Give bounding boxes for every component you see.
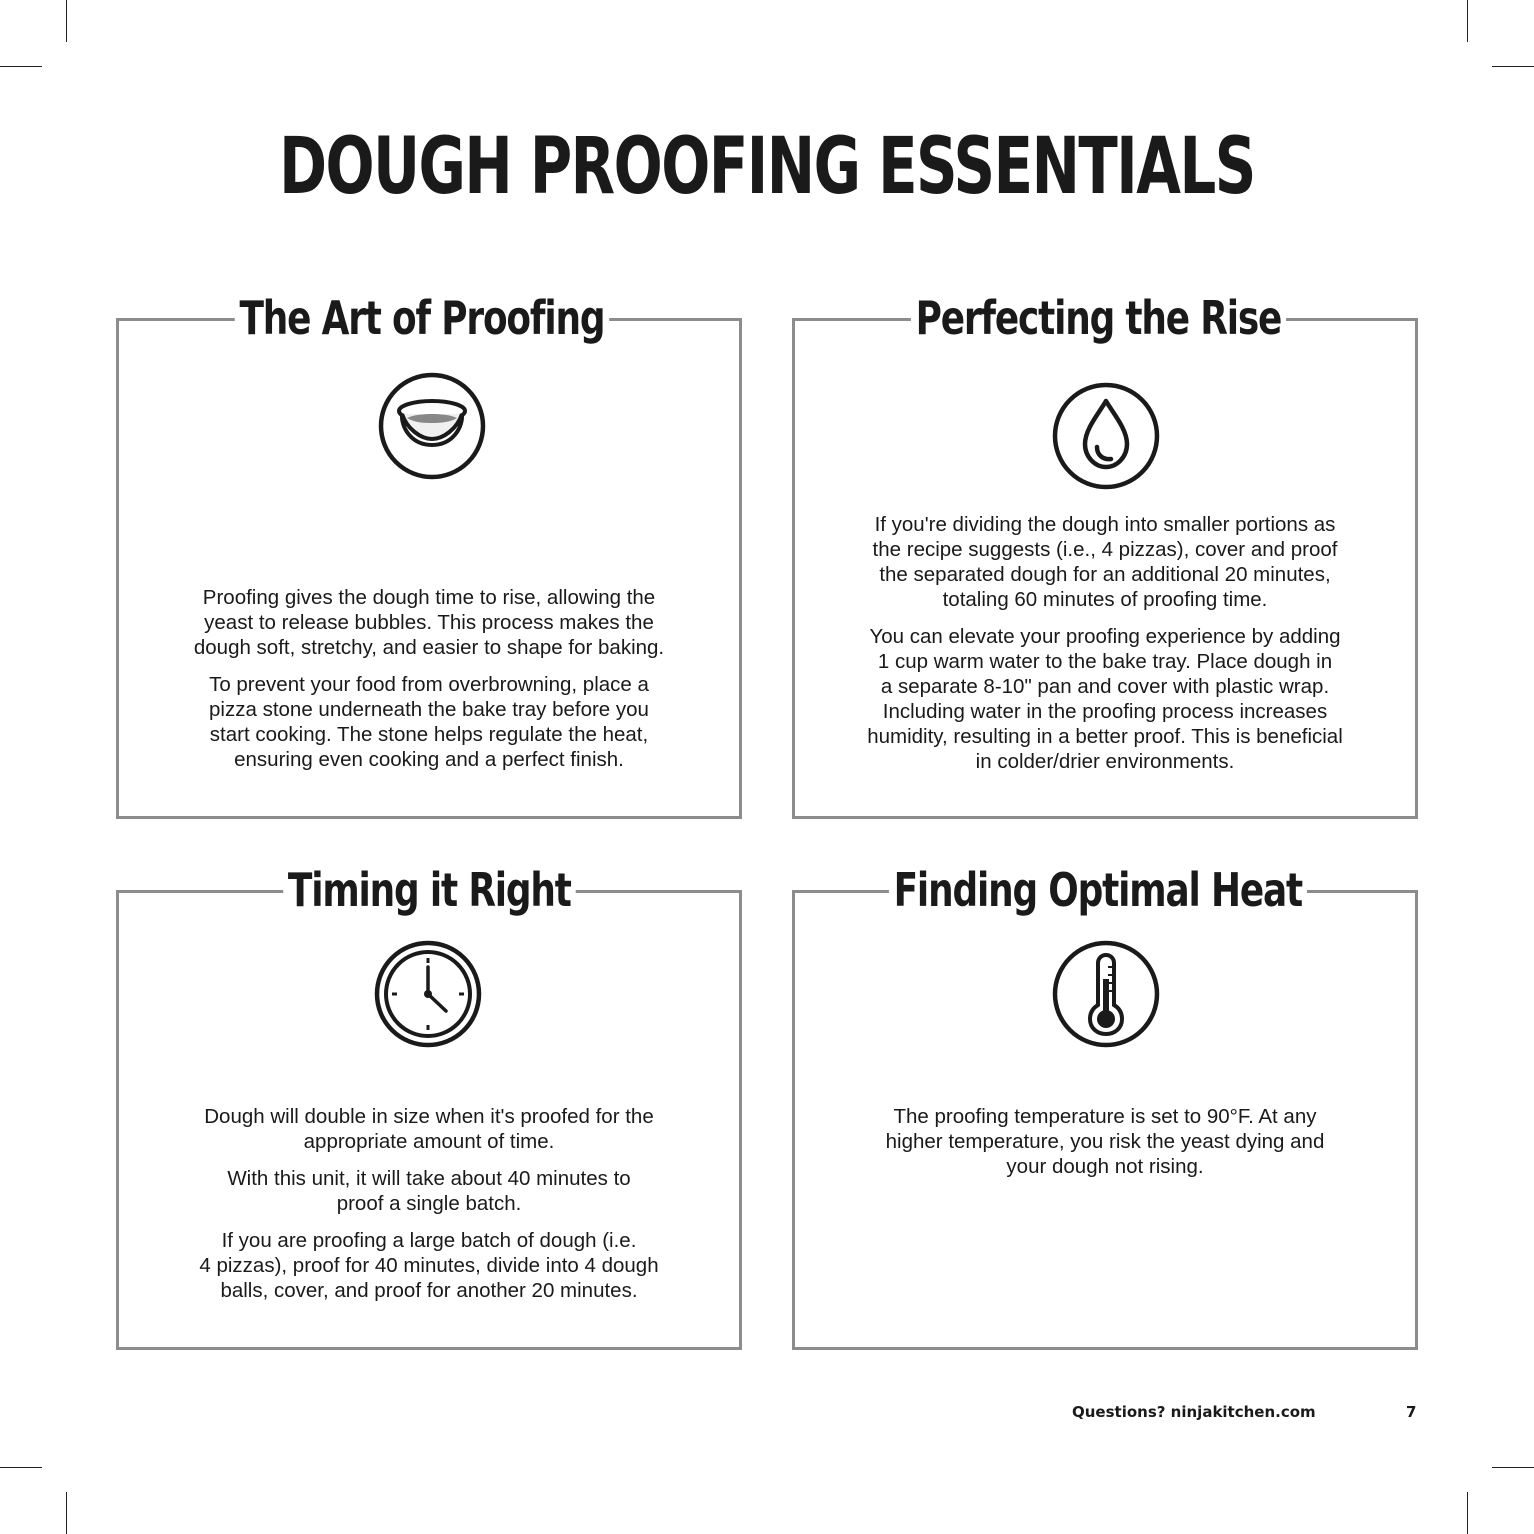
card-heading: Timing it Right xyxy=(283,867,575,913)
text-line: To prevent your food from overbrowning, place a xyxy=(209,673,649,696)
crop-mark xyxy=(1492,1467,1534,1468)
paragraph xyxy=(795,624,1415,774)
text-line: You can elevate your proofing experience by adding xyxy=(869,625,1341,648)
text-line: If you are proofing a large batch of dough (i.e. xyxy=(221,1229,637,1252)
paragraph xyxy=(795,1104,1415,1179)
crop-mark xyxy=(1492,66,1534,67)
crop-mark xyxy=(66,0,67,42)
card-heading: Perfecting the Rise xyxy=(911,295,1286,341)
text-line: 4 pizzas), proof for 40 minutes, divide into 4 dough xyxy=(199,1254,659,1277)
text-line: humidity, resulting in a better proof. This is beneficial xyxy=(867,725,1343,748)
text-line: pizza stone underneath the bake tray before you xyxy=(209,698,649,721)
text-line: start cooking. The stone helps regulate the heat, xyxy=(209,723,649,746)
text-line: a separate 8-10" pan and cover with plastic wrap. xyxy=(880,675,1330,698)
page-title: DOUGH PROOFING ESSENTIALS xyxy=(279,122,1255,212)
text-line: Including water in the proofing process increases xyxy=(882,700,1328,723)
text-line: 1 cup warm water to the bake tray. Place dough in xyxy=(877,650,1333,673)
paragraph xyxy=(119,672,739,772)
crop-mark xyxy=(1467,1492,1468,1534)
text-line: yeast to release bubbles. This process makes the xyxy=(204,611,654,634)
text-line: the separated dough for an additional 20 minutes, xyxy=(879,563,1331,586)
crop-mark xyxy=(0,1467,42,1468)
text-line: your dough not rising. xyxy=(1006,1155,1204,1178)
card-heading: The Art of Proofing xyxy=(235,295,609,341)
card-body xyxy=(795,512,1415,786)
text-line: proof a single batch. xyxy=(336,1192,522,1215)
card-body xyxy=(119,585,739,784)
bowl-icon xyxy=(377,371,487,481)
card-body xyxy=(795,1104,1415,1191)
paragraph xyxy=(119,585,739,660)
thermometer-icon xyxy=(1051,939,1161,1049)
text-line: Dough will double in size when it's proofed for the xyxy=(204,1105,654,1128)
text-line: With this unit, it will take about 40 minutes to xyxy=(227,1167,631,1190)
text-line: totaling 60 minutes of proofing time. xyxy=(942,588,1268,611)
card-finding-optimal-heat xyxy=(792,863,1418,1350)
clock-icon xyxy=(373,939,483,1049)
water-drop-icon xyxy=(1051,381,1161,491)
text-line: ensuring even cooking and a perfect finish. xyxy=(234,748,624,771)
crop-mark xyxy=(1467,0,1468,42)
text-line: the recipe suggests (i.e., 4 pizzas), cover and proof xyxy=(872,538,1338,561)
text-line: Proofing gives the dough time to rise, allowing the xyxy=(202,586,656,609)
text-line: dough soft, stretchy, and easier to shape for baking. xyxy=(193,636,665,659)
footer-questions-link[interactable]: Questions? ninjakitchen.com xyxy=(1072,1403,1316,1421)
text-line: balls, cover, and proof for another 20 minutes. xyxy=(220,1279,638,1302)
card-timing-it-right xyxy=(116,863,742,1350)
card-heading: Finding Optimal Heat xyxy=(889,867,1307,913)
card-art-of-proofing xyxy=(116,291,742,819)
text-line: higher temperature, you risk the yeast dying and xyxy=(885,1130,1325,1153)
crop-mark xyxy=(0,66,42,67)
text-line: If you're dividing the dough into smaller portions as xyxy=(874,513,1336,536)
page-number: 7 xyxy=(1406,1403,1417,1421)
card-perfecting-the-rise xyxy=(792,291,1418,819)
paragraph xyxy=(119,1166,739,1216)
crop-mark xyxy=(66,1492,67,1534)
text-line: appropriate amount of time. xyxy=(303,1130,555,1153)
paragraph xyxy=(119,1228,739,1303)
text-line: The proofing temperature is set to 90°F. At any xyxy=(893,1105,1317,1128)
paragraph xyxy=(119,1104,739,1154)
paragraph xyxy=(795,512,1415,612)
card-body xyxy=(119,1104,739,1315)
text-line: in colder/drier environments. xyxy=(975,750,1235,773)
